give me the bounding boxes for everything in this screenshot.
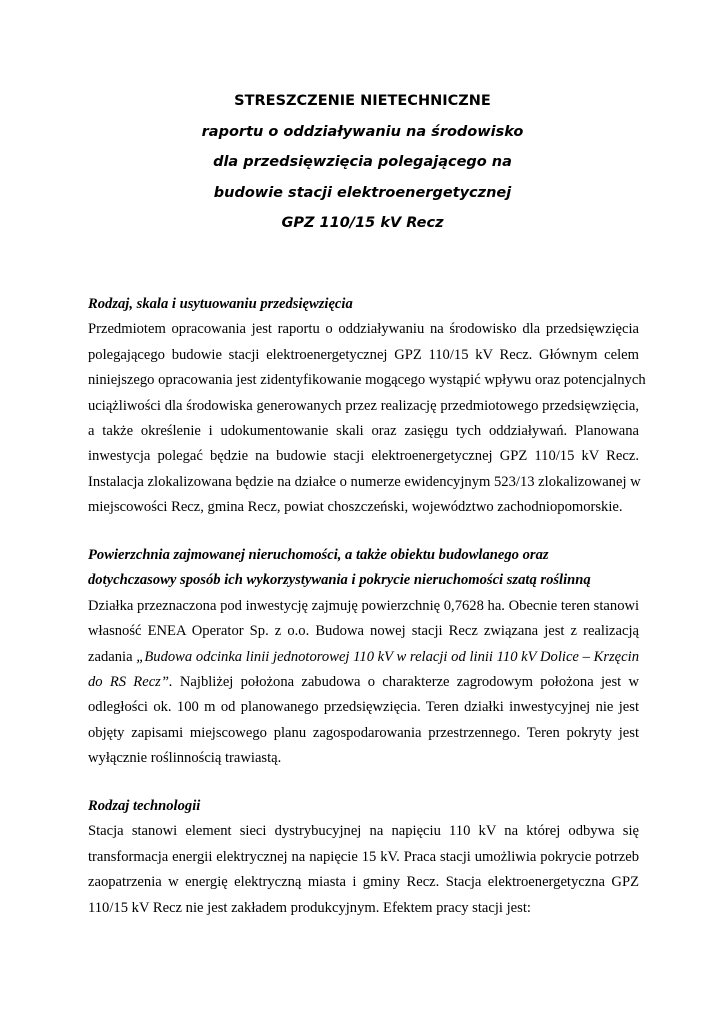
paragraph-line: miejscowości Recz, gmina Recz, powiat choszczeński, województwo zachodniopomorskie. xyxy=(88,499,623,516)
section-land-use xyxy=(88,543,639,772)
section-heading: Rodzaj, skala i usytuowaniu przedsięwzięcia xyxy=(88,296,353,312)
paragraph-line: uciążliwości dla środowiska generowanych przez realizację przedmiotowego przedsięwzięcia, xyxy=(88,397,639,414)
paragraph-text: zadania xyxy=(88,648,137,665)
document-title xyxy=(0,86,725,239)
title-line-3: budowie stacji elektroenergetycznej xyxy=(213,184,512,201)
project-name-italic: „Budowa odcinka linii jednotorowej 110 kV w relacji od linii 110 kV Dolice – Krzęcin xyxy=(136,648,639,665)
section-technology xyxy=(88,794,639,921)
paragraph-text: Najbliżej położona zabudowa o charakterze zagrodowym położona jest w xyxy=(172,673,640,690)
paragraph-line: 110/15 kV Recz nie jest zakładem produkcyjnym. Efektem pracy stacji jest: xyxy=(88,899,531,916)
title-line-1: raportu o oddziaływaniu na środowisko xyxy=(201,123,524,140)
paragraph-line: transformacja energii elektrycznej na napięcie 15 kV. Praca stacji umożliwia pokrycie potrzeb xyxy=(88,848,639,865)
paragraph-line xyxy=(88,670,639,695)
paragraph-line: zaopatrzenia w energię elektryczną miasta i gminy Recz. Stacja elektroenergetyczna GPZ xyxy=(88,874,639,891)
paragraph-line: odległości ok. 100 m od planowanego przedsięwzięcia. Teren działki inwestycyjnej nie jest xyxy=(88,699,639,716)
paragraph-line: Stacja stanowi element sieci dystrybucyjnej na napięciu 110 kV na której odbywa się xyxy=(88,823,639,840)
paragraph-line: niniejszego opracowania jest zidentyfikowanie mogącego wystąpić wpływu oraz potencjalnych xyxy=(88,372,646,389)
paragraph-line: własność ENEA Operator Sp. z o.o. Budowa nowej stacji Recz związana jest z realizacją xyxy=(88,623,639,640)
section-scale-and-location xyxy=(88,292,646,521)
paragraph-line: Instalacja zlokalizowana będzie na działce o numerze ewidencyjnym 523/13 zlokalizowanej w xyxy=(88,473,641,490)
title-main: STRESZCZENIE NIETECHNICZNE xyxy=(234,93,491,109)
title-line-4: GPZ 110/15 kV Recz xyxy=(281,215,444,231)
title-line-2: dla przedsięwzięcia polegającego na xyxy=(213,154,512,170)
paragraph-line: Przedmiotem opracowania jest raportu o oddziaływaniu na środowisko dla przedsięwzięcia xyxy=(88,321,639,338)
paragraph-line: wyłącznie roślinnością trawiastą. xyxy=(88,750,282,767)
paragraph-line: objęty zapisami miejscowego planu zagospodarowania przestrzennego. Teren pokryty jest xyxy=(88,724,639,741)
project-name-italic: do RS Recz”. xyxy=(88,673,173,690)
paragraph-line xyxy=(88,645,639,670)
section-heading: dotychczasowy sposób ich wykorzystywania i pokrycie nieruchomości szatą roślinną xyxy=(88,572,591,589)
section-heading: Rodzaj technologii xyxy=(88,798,201,814)
section-heading: Powierzchnia zajmowanej nieruchomości, a także obiektu budowlanego oraz xyxy=(88,547,549,563)
paragraph-line: inwestycja polegać będzie na budowie stacji elektroenergetycznej GPZ 110/15 kV Recz. xyxy=(88,448,639,465)
paragraph-line: a także określenie i udokumentowanie skali oraz zasięgu tych oddziaływań. Planowana xyxy=(88,422,639,439)
paragraph-line: Działka przeznaczona pod inwestycję zajmuję powierzchnię 0,7628 ha. Obecnie teren stanowi xyxy=(88,597,640,614)
paragraph-line: polegającego budowie stacji elektroenergetycznej GPZ 110/15 kV Recz. Głównym celem xyxy=(88,346,639,363)
